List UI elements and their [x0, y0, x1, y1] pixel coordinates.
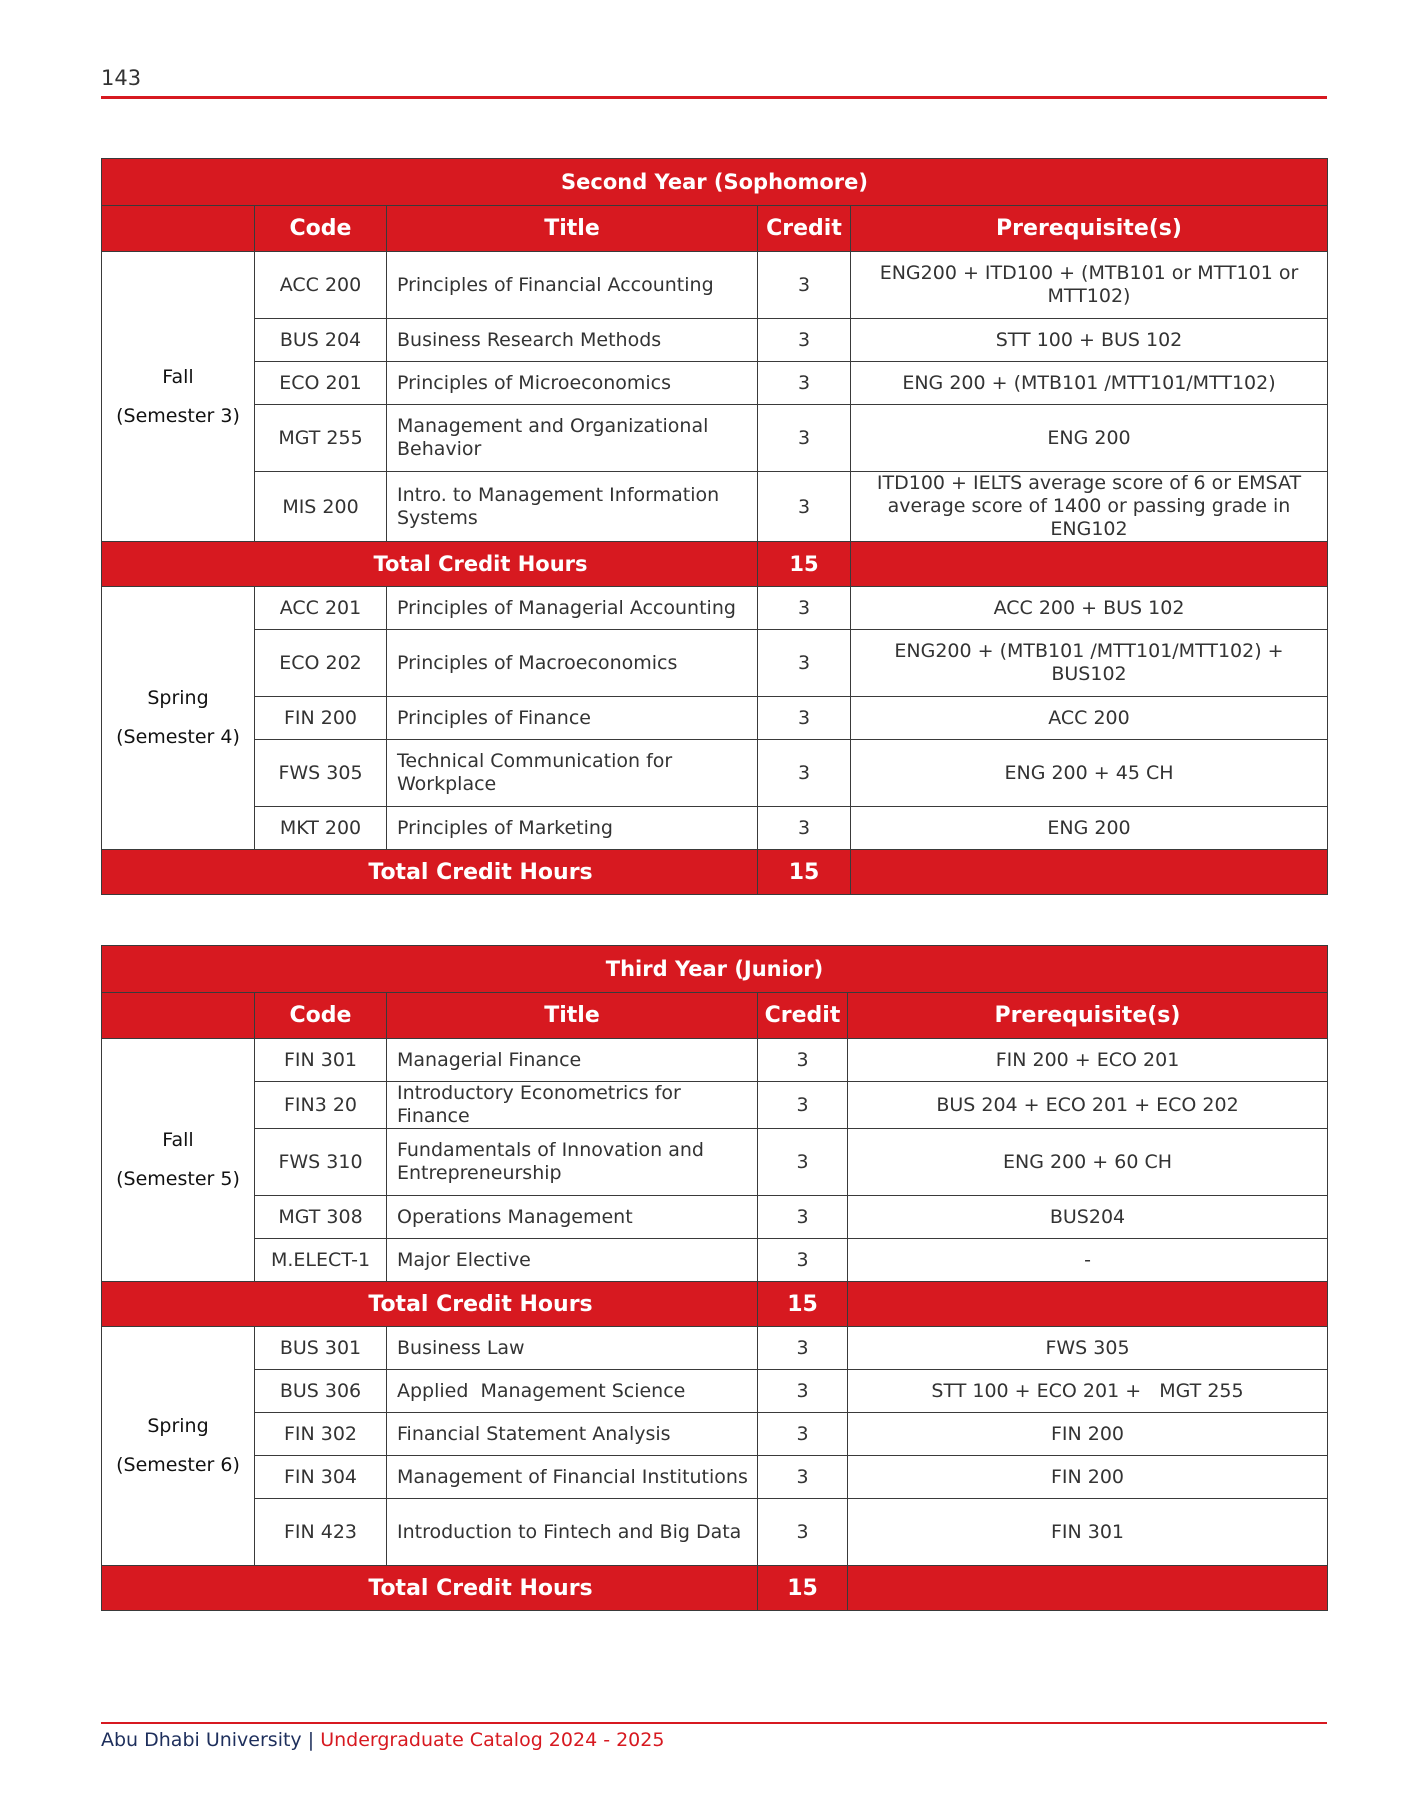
total-label: Total Credit Hours [102, 850, 758, 895]
course-credit: 3 [758, 740, 851, 807]
course-prereq: STT 100 + BUS 102 [851, 319, 1328, 362]
course-code: MKT 200 [255, 807, 387, 850]
total-credit-value: 15 [758, 850, 851, 895]
course-code: BUS 301 [255, 1327, 387, 1370]
header-code: Code [255, 993, 387, 1039]
course-credit: 3 [758, 319, 851, 362]
column-header-row [102, 206, 1328, 252]
course-credit: 3 [758, 1239, 848, 1282]
table-row [102, 252, 1328, 319]
semester-name: Spring [147, 1415, 209, 1437]
semester-name: Fall [162, 1129, 194, 1151]
second-year-table [101, 158, 1328, 895]
course-credit: 3 [758, 587, 851, 630]
course-credit: 3 [758, 405, 851, 472]
header-code: Code [255, 206, 387, 252]
total-blank [851, 850, 1328, 895]
total-blank [851, 542, 1328, 587]
total-label: Total Credit Hours [102, 1566, 758, 1611]
footer-rule [101, 1722, 1327, 1724]
semester-number: (Semester 3) [116, 404, 240, 427]
table-row [102, 1370, 1328, 1413]
table-row [102, 405, 1328, 472]
header-credit: Credit [758, 206, 851, 252]
course-code: FIN 423 [255, 1499, 387, 1566]
course-title: Operations Management [387, 1196, 758, 1239]
course-code: FIN 302 [255, 1413, 387, 1456]
total-row [102, 850, 1328, 895]
course-code: FIN 301 [255, 1039, 387, 1082]
header-rule [101, 96, 1327, 99]
course-code: ECO 201 [255, 362, 387, 405]
course-prereq: STT 100 + ECO 201 + MGT 255 [848, 1370, 1328, 1413]
course-credit: 3 [758, 362, 851, 405]
course-title: Principles of Managerial Accounting [387, 587, 758, 630]
table-row [102, 740, 1328, 807]
course-credit: 3 [758, 1413, 848, 1456]
course-prereq: FIN 200 [848, 1456, 1328, 1499]
course-title: Principles of Microeconomics [387, 362, 758, 405]
total-row [102, 542, 1328, 587]
table-row [102, 1327, 1328, 1370]
course-credit: 3 [758, 1196, 848, 1239]
table-row [102, 1129, 1328, 1196]
course-prereq: BUS 204 + ECO 201 + ECO 202 [848, 1082, 1328, 1129]
table-row [102, 1239, 1328, 1282]
table-row [102, 1499, 1328, 1566]
course-title: Fundamentals of Innovation and Entrepreneurship [387, 1129, 758, 1196]
course-prereq: BUS204 [848, 1196, 1328, 1239]
course-code: MIS 200 [255, 472, 387, 542]
course-code: FWS 310 [255, 1129, 387, 1196]
header-title: Title [387, 206, 758, 252]
total-blank [848, 1282, 1328, 1327]
course-prereq: ENG 200 + 45 CH [851, 740, 1328, 807]
course-code: BUS 204 [255, 319, 387, 362]
table-row [102, 807, 1328, 850]
course-code: ACC 201 [255, 587, 387, 630]
footer-separator: | [307, 1729, 315, 1751]
course-credit: 3 [758, 1039, 848, 1082]
course-prereq: - [848, 1239, 1328, 1282]
header-title: Title [387, 993, 758, 1039]
course-prereq: ITD100 + IELTS average score of 6 or EMSAT average score of 1400 or passing grade in ENG102 [851, 472, 1328, 542]
course-credit: 3 [758, 1499, 848, 1566]
course-code: FIN3 20 [255, 1082, 387, 1129]
year-title: Third Year (Junior) [102, 946, 1328, 993]
semester-label [102, 252, 255, 542]
total-credit-value: 15 [758, 1282, 848, 1327]
third-year-table [101, 945, 1328, 1611]
course-title: Principles of Finance [387, 697, 758, 740]
course-code: MGT 308 [255, 1196, 387, 1239]
course-prereq: FIN 301 [848, 1499, 1328, 1566]
table-row [102, 630, 1328, 697]
course-credit: 3 [758, 1082, 848, 1129]
course-credit: 3 [758, 472, 851, 542]
course-prereq: ENG 200 [851, 405, 1328, 472]
course-title: Principles of Financial Accounting [387, 252, 758, 319]
course-title: Major Elective [387, 1239, 758, 1282]
course-title: Financial Statement Analysis [387, 1413, 758, 1456]
table-row [102, 697, 1328, 740]
course-prereq: ACC 200 [851, 697, 1328, 740]
total-label: Total Credit Hours [102, 1282, 758, 1327]
semester-name: Spring [147, 687, 209, 709]
course-title: Managerial Finance [387, 1039, 758, 1082]
course-title: Technical Communication for Workplace [387, 740, 758, 807]
footer-university: Abu Dhabi University [101, 1729, 302, 1751]
course-title: Applied Management Science [387, 1370, 758, 1413]
course-title: Business Research Methods [387, 319, 758, 362]
table-row [102, 587, 1328, 630]
total-credit-value: 15 [758, 1566, 848, 1611]
table-row [102, 1196, 1328, 1239]
table-row [102, 1039, 1328, 1082]
course-credit: 3 [758, 252, 851, 319]
table-row [102, 472, 1328, 542]
total-row [102, 1282, 1328, 1327]
course-code: FWS 305 [255, 740, 387, 807]
course-title: Introductory Econometrics for Finance [387, 1082, 758, 1129]
table-row [102, 362, 1328, 405]
header-credit: Credit [758, 993, 848, 1039]
course-code: MGT 255 [255, 405, 387, 472]
course-credit: 3 [758, 697, 851, 740]
course-title: Principles of Macroeconomics [387, 630, 758, 697]
header-blank [102, 206, 255, 252]
total-blank [848, 1566, 1328, 1611]
course-credit: 3 [758, 1370, 848, 1413]
footer-catalog: Undergraduate Catalog 2024 - 2025 [320, 1729, 665, 1751]
header-prereq: Prerequisite(s) [848, 993, 1328, 1039]
table-row [102, 319, 1328, 362]
course-title: Intro. to Management Information Systems [387, 472, 758, 542]
semester-label [102, 1039, 255, 1282]
header-prereq: Prerequisite(s) [851, 206, 1328, 252]
course-credit: 3 [758, 807, 851, 850]
course-prereq: ENG200 + ITD100 + (MTB101 or MTT101 or MTT102) [851, 252, 1328, 319]
course-credit: 3 [758, 1327, 848, 1370]
course-prereq: FWS 305 [848, 1327, 1328, 1370]
table-row [102, 1456, 1328, 1499]
course-prereq: FIN 200 + ECO 201 [848, 1039, 1328, 1082]
course-prereq: ENG 200 [851, 807, 1328, 850]
course-prereq: ENG200 + (MTB101 /MTT101/MTT102) + BUS102 [851, 630, 1328, 697]
course-code: ECO 202 [255, 630, 387, 697]
course-credit: 3 [758, 630, 851, 697]
semester-number: (Semester 4) [116, 726, 240, 748]
course-code: BUS 306 [255, 1370, 387, 1413]
course-credit: 3 [758, 1129, 848, 1196]
total-credit-value: 15 [758, 542, 851, 587]
course-title: Principles of Marketing [387, 807, 758, 850]
column-header-row [102, 993, 1328, 1039]
table-row [102, 1413, 1328, 1456]
footer [101, 1729, 664, 1751]
course-title: Introduction to Fintech and Big Data [387, 1499, 758, 1566]
semester-number: (Semester 6) [116, 1454, 240, 1476]
course-code: ACC 200 [255, 252, 387, 319]
course-prereq: FIN 200 [848, 1413, 1328, 1456]
course-code: M.ELECT-1 [255, 1239, 387, 1282]
page-number: 143 [101, 66, 142, 90]
year-title: Second Year (Sophomore) [102, 159, 1328, 206]
semester-label [102, 1327, 255, 1566]
course-prereq: ENG 200 + 60 CH [848, 1129, 1328, 1196]
table-row [102, 1082, 1328, 1129]
course-credit: 3 [758, 1456, 848, 1499]
course-title: Management and Organizational Behavior [387, 405, 758, 472]
header-blank [102, 993, 255, 1039]
course-code: FIN 200 [255, 697, 387, 740]
course-title: Business Law [387, 1327, 758, 1370]
course-prereq: ENG 200 + (MTB101 /MTT101/MTT102) [851, 362, 1328, 405]
semester-name: Fall [162, 365, 194, 388]
course-prereq: ACC 200 + BUS 102 [851, 587, 1328, 630]
total-row [102, 1566, 1328, 1611]
semester-number: (Semester 5) [116, 1168, 240, 1190]
course-code: FIN 304 [255, 1456, 387, 1499]
semester-label [102, 587, 255, 850]
course-title: Management of Financial Institutions [387, 1456, 758, 1499]
total-label: Total Credit Hours [102, 542, 758, 587]
